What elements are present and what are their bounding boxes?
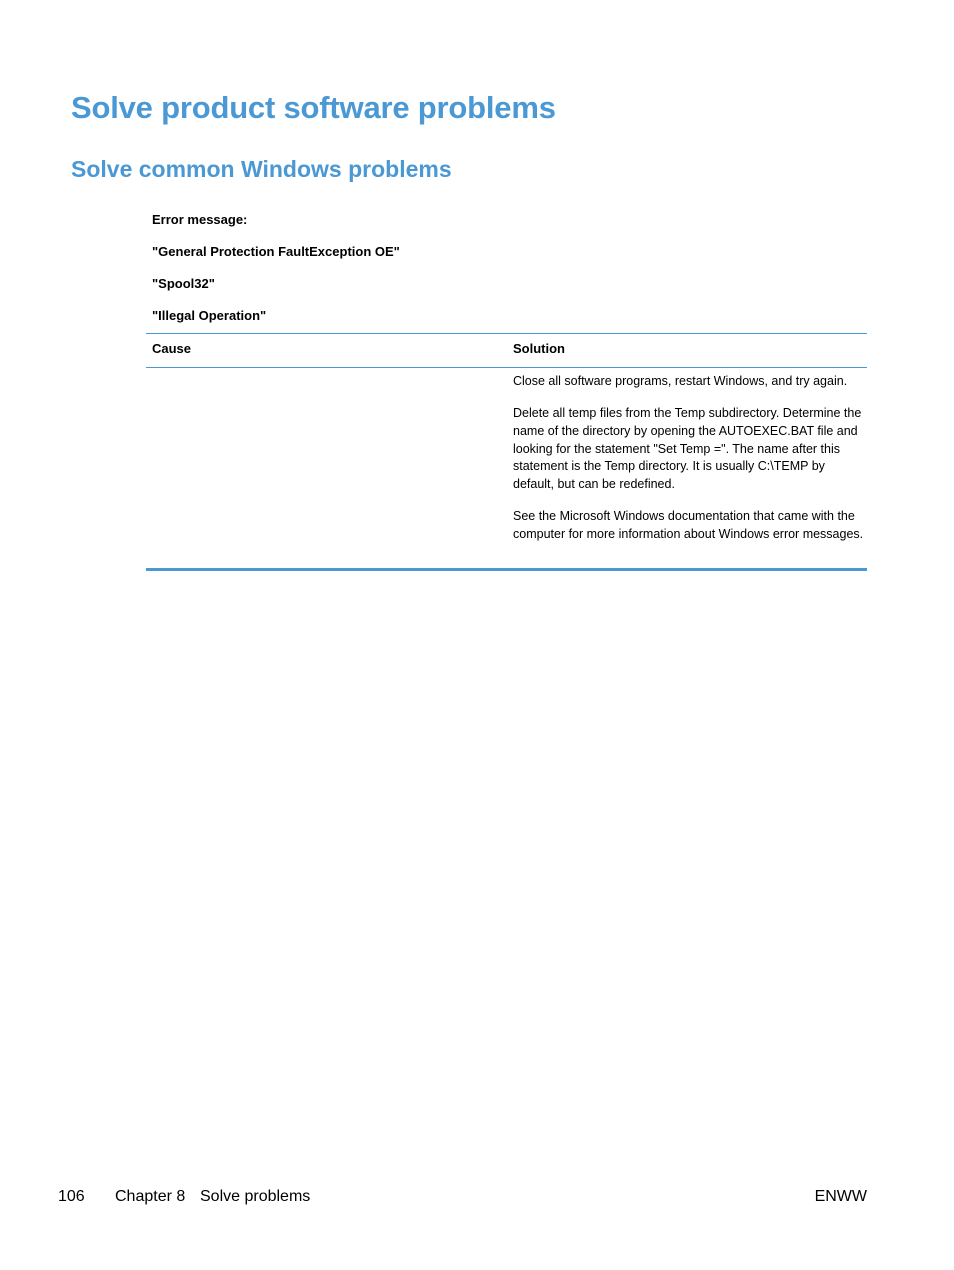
page-title: Solve product software problems (71, 90, 556, 125)
error-message-2: "Spool32" (152, 276, 215, 291)
footer-page-number: 106 (58, 1188, 85, 1205)
solution-paragraph-1: Close all software programs, restart Windows, and try again. (513, 374, 848, 388)
error-message-label: Error message: (152, 212, 248, 227)
error-message-1: "General Protection FaultException OE" (152, 244, 400, 259)
section-title: Solve common Windows problems (71, 156, 452, 182)
table-top-rule (146, 333, 867, 334)
error-message-3: "Illegal Operation" (152, 308, 267, 323)
footer-chapter-title: Solve problems (200, 1188, 311, 1205)
table-bottom-rule (146, 568, 867, 571)
table-header-rule (146, 367, 867, 368)
footer-chapter: Chapter 8 (115, 1188, 186, 1205)
cause-header: Cause (152, 341, 192, 356)
footer-locale: ENWW (814, 1188, 867, 1205)
solution-paragraph-3: See the Microsoft Windows documentation that came with the computer for more information about Windows error messages. (513, 509, 864, 541)
solution-header: Solution (513, 341, 565, 356)
solution-paragraph-2: Delete all temp files from the Temp subdirectory. Determine the name of the directory by opening the AUTOEXEC.BAT file and looking for the statement "Set Temp =". The name after this statement is the Temp directory. It is usually C:\TEMP by default, but can be redefined. (513, 406, 862, 492)
